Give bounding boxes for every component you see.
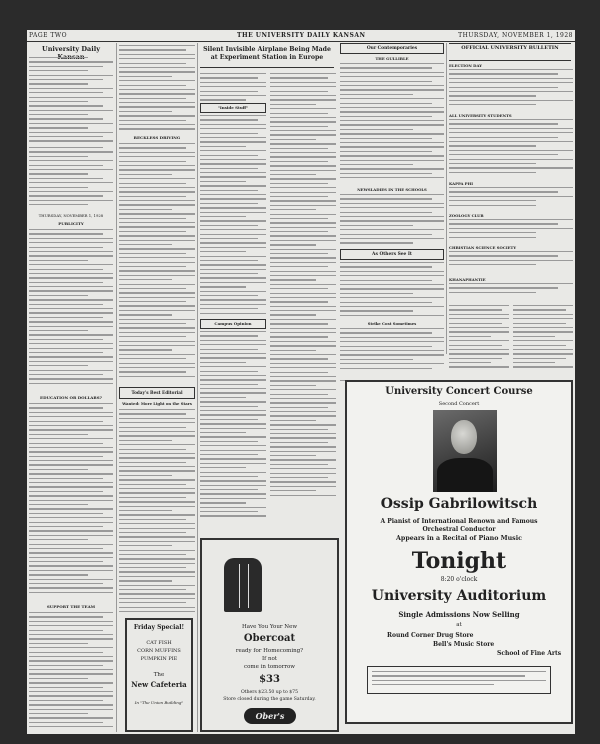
article-support-team — [29, 612, 113, 730]
coat-ad-price: $33 — [259, 674, 280, 685]
concert-sale: Single Admissions Now Selling — [398, 610, 520, 619]
artist-desc2: Orchestral Conductor — [422, 526, 496, 533]
coat-ad-line1: Have You Your New — [241, 624, 298, 630]
heading-campus-opinion: Campus Opinion — [214, 321, 252, 326]
artist-desc3: Appears in a Recital of Piano Music — [396, 535, 522, 542]
campus-opinion-box — [200, 319, 266, 329]
concert-sub: Second Concert — [438, 401, 480, 407]
bulletin-notice — [449, 119, 573, 177]
masthead-rule — [27, 41, 575, 42]
bulletin-notice — [449, 219, 573, 241]
bulletin-header — [449, 43, 571, 61]
menu-item: PUMPKIN PIE — [140, 656, 178, 662]
bulletin-notice — [449, 187, 573, 209]
article-strike-cost — [340, 328, 444, 372]
cafeteria-ad-title: Friday Special! — [133, 624, 185, 631]
article-publicity — [29, 229, 113, 389]
coat-ad-name: Obercoat — [243, 633, 296, 644]
coat-ad-line2c: come in tomorrow — [244, 664, 295, 670]
newspaper-page — [27, 30, 575, 734]
bulletin-head-kappa-phi: KAPPA PHI — [449, 181, 474, 186]
concert-footnote — [372, 671, 546, 691]
cafeteria-ad — [125, 618, 193, 732]
article-as-others — [340, 262, 444, 318]
outlet-drugstore: Round Corner Drug Store — [387, 632, 474, 639]
obers-logo: Ober's — [244, 708, 296, 724]
bulletin-notice — [449, 251, 573, 273]
airplane-headline-box — [200, 43, 334, 68]
airplane-article-cont — [270, 73, 336, 523]
heading-publicity: PUBLICITY — [58, 221, 84, 226]
concert-at: at — [456, 622, 462, 628]
cafeteria-the: The — [153, 672, 165, 678]
bulletin-head-election: ELECTION DAY — [449, 63, 482, 68]
cafeteria-name: New Cafeteria — [131, 680, 187, 689]
as-others-box — [340, 249, 444, 260]
article-continued — [119, 45, 195, 131]
column-three — [200, 43, 336, 543]
best-editorial-box — [119, 387, 195, 399]
column-divider — [446, 43, 447, 354]
outlet-music-store: Bell's Music Store — [433, 641, 495, 648]
column-divider — [197, 43, 198, 732]
heading-best-editorial: Today's Best Editorial — [131, 390, 183, 395]
artist-desc1: A Pianist of International Renown and Famous — [380, 518, 538, 525]
bulletin-head-zoology: ZOOLOGY CLUB — [449, 213, 484, 218]
column-two — [119, 43, 195, 733]
heading-inside-stuff: "Inside Stuff" — [217, 105, 249, 110]
bulletin-head-christian-science: CHRISTIAN SCIENCE SOCIETY — [449, 245, 517, 250]
article-gullible — [340, 63, 444, 183]
concert-footnote-box — [367, 666, 551, 694]
staff-listing — [29, 57, 113, 143]
article-education — [29, 403, 113, 598]
bulletin-head-students: ALL UNIVERSITY STUDENTS — [449, 113, 512, 118]
page-label: PAGE TWO — [29, 32, 67, 39]
column-divider — [116, 43, 117, 732]
subhead-newsladies: NEWSLADIES IN THE SCHOOLS — [357, 187, 427, 192]
artist-portrait — [433, 410, 497, 492]
inside-stuff-box — [200, 103, 266, 113]
coat-ad-line3: Others $23.50 up to $75 — [240, 690, 299, 695]
contemporaries-box — [340, 43, 444, 54]
article-right — [513, 305, 573, 371]
article-reckless-driving — [119, 143, 195, 383]
article-newsladies — [340, 194, 444, 246]
subhead-strike-cost: Strike Cost Sometimes — [367, 321, 417, 326]
editorial-date: THURSDAY, NOVEMBER 1, 1928 — [38, 213, 104, 218]
coat-ad-line2b: If not — [261, 656, 278, 662]
heading-as-others: As Others See It — [372, 252, 412, 257]
heading-support-team: SUPPORT THE TEAM — [46, 604, 96, 609]
coat-ad-line2a: ready for Homecoming? — [235, 648, 304, 654]
menu-item: CAT FISH — [146, 640, 172, 646]
column-four — [340, 43, 444, 373]
airplane-article — [200, 73, 266, 103]
concert-ad — [345, 380, 573, 724]
coat-ad-line4: Store closed during the game Saturday. — [223, 697, 316, 702]
official-bulletin — [449, 43, 573, 373]
inside-stuff-article — [200, 115, 266, 315]
bulletin-head-khanaphantie: KHANAPHANTIE — [449, 277, 486, 282]
paper-title: THE UNIVERSITY DAILY KANSAN — [237, 32, 366, 39]
concert-venue: University Auditorium — [371, 588, 547, 604]
overcoat-illustration — [224, 558, 262, 612]
concert-time: 8:20 o'clock — [440, 576, 478, 583]
outlet-fine-arts: School of Fine Arts — [497, 650, 562, 657]
cafeteria-location: In "The Union Building" — [134, 700, 184, 705]
heading-reckless-driving: RECKLESS DRIVING — [133, 135, 181, 140]
concert-series: University Concert Course — [385, 386, 533, 397]
editorial-subhead: Wanted: More Light on the Stars — [122, 401, 192, 406]
editorial-nameplate: University Daily — [42, 45, 100, 53]
artist-name: Ossip Gabrilowitsch — [380, 496, 538, 512]
campus-opinion-article — [200, 331, 266, 521]
issue-date: THURSDAY, NOVEMBER 1, 1928 — [458, 32, 573, 39]
menu-item: CORN MUFFINS — [137, 648, 181, 654]
staff-listing-2 — [29, 147, 113, 209]
heading-education: EDUCATION OR DOLLARS? — [40, 395, 102, 400]
article-left — [449, 305, 509, 371]
concert-when: Tonight — [411, 548, 507, 574]
column-editorial — [29, 43, 113, 733]
obercoat-ad — [200, 538, 339, 732]
bulletin-title: OFFICIAL UNIVERSITY BULLETIN — [461, 45, 559, 51]
heading-contemporaries: Our Contemporaries — [366, 46, 418, 51]
article-stars — [119, 409, 195, 614]
airplane-headline: Silent Invisible Airplane Being Made at Experiment Station in Europe — [203, 46, 331, 61]
bulletin-notice — [449, 283, 573, 301]
bulletin-notice — [449, 69, 573, 109]
subhead-gullible: THE GULLIBLE — [375, 56, 409, 61]
